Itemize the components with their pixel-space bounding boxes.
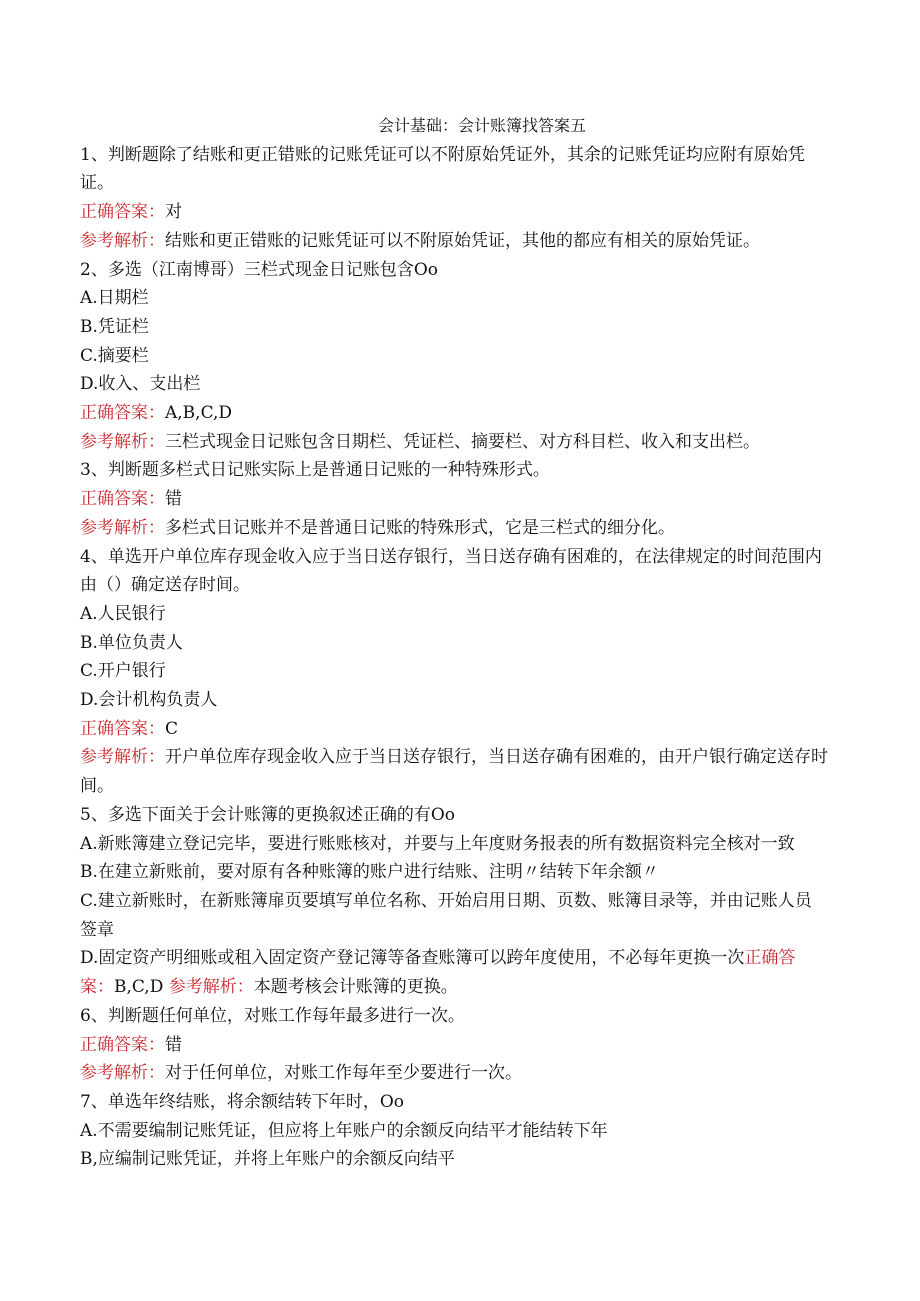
question-5-option-d-with-answer [80,944,828,1001]
answer-label: 正确答案： [80,202,165,223]
question-7-option-a: A.不需要编制记账凭证，但应将上年账户的余额反向结平才能结转下年 [80,1120,608,1141]
answer-label: 正确答案： [80,718,165,739]
question-3-stem: 3、判断题多栏式日记账实际上是普通日记账的一种特殊形式。 [80,460,550,481]
question-7-option-b: B,应编制记账凭证，并将上年账户的余额反向结平 [80,1149,455,1170]
question-4-answer [80,715,840,744]
answer-label: 正确答案： [80,1034,165,1055]
analysis-text: 本题考核会计账簿的更换。 [253,977,458,998]
analysis-text: 结账和更正错账的记账凭证可以不附原始凭证，其他的都应有相关的原始凭证。 [165,230,760,251]
question-7-stem: 7、单选年终结账，将余额结转下年时，Oo [80,1091,404,1112]
question-4-stem: 4、单选开户单位库存现金收入应于当日送存银行，当日送存确有困难的，在法律规定的时间范围内由（）确定送存时间。 [80,546,822,596]
question-2-answer [80,399,840,428]
analysis-text: 开户单位库存现金收入应于当日送存银行，当日送存确有困难的，由开户银行确定送存时间。 [80,747,828,797]
question-2-option-a: A.日期栏 [80,288,149,309]
answer-label: 正确答案： [80,489,165,510]
question-1-answer [80,198,840,227]
question-5-option-a: A.新账簿建立登记完毕，要进行账账核对，并要与上年度财务报表的所有数据资料完全核对一致 [80,833,795,854]
question-2-stem: 2、多选（江南博哥）三栏式现金日记账包含Oo [80,259,438,280]
question-5-option-b: B.在建立新账前，要对原有各种账簿的账户进行结账、注明〃结转下年余额〃 [80,862,659,883]
question-5-option-c: C.建立新账时，在新账簿扉页要填写单位名称、开始启用日期、页数、账簿目录等，并由记账人员签章 [80,890,812,940]
question-5-option-d: D.固定资产明细账或租入固定资产登记簿等备查账簿可以跨年度使用，不必每年更换一次 [80,948,745,969]
analysis-label: 参考解析： [80,431,165,452]
answer-value: 错 [165,489,182,510]
analysis-text: 对于任何单位，对账工作每年至少要进行一次。 [165,1063,522,1084]
question-4-option-b: B.单位负责人 [80,632,183,653]
question-3-answer [80,485,840,514]
question-6-stem: 6、判断题任何单位，对账工作每年最多进行一次。 [80,1005,465,1026]
question-4-analysis [80,743,828,800]
page-title: 会计基础：会计账簿找答案五 [377,116,586,135]
answer-label: 正确答案： [80,403,165,424]
analysis-label: 参考解析： [80,747,165,768]
analysis-text: 多栏式日记账并不是普通日记账的特殊形式，它是三栏式的细分化。 [165,517,675,538]
answer-value: 错 [165,1034,182,1055]
answer-value: A,B,C,D [165,403,233,424]
question-4-option-a: A.人民银行 [80,603,166,624]
answer-value: C [165,718,179,739]
question-6-analysis [80,1059,840,1088]
question-4-option-c: C.开户银行 [80,661,166,682]
question-4-option-d: D.会计机构负责人 [80,690,218,711]
analysis-text: 三栏式现金日记账包含日期栏、凭证栏、摘要栏、对方科目栏、收入和支出栏。 [165,431,760,452]
answer-value: 对 [165,202,182,223]
analysis-label: 参考解析： [80,230,165,251]
answer-label: 正确答案： [80,948,796,998]
question-2-option-d: D.收入、支出栏 [80,374,201,395]
question-5-stem: 5、多选下面关于会计账簿的更换叙述正确的有Oo [80,804,455,825]
document-body [80,112,840,1174]
question-6-answer [80,1031,840,1060]
analysis-label: 参考解析： [80,517,165,538]
question-1-stem: 1、判断题除了结账和更正错账的记账凭证可以不附原始凭证外，其余的记账凭证均应附有原始凭证。 [80,144,805,194]
question-3-analysis [80,514,840,543]
question-2-option-b: B.凭证栏 [80,316,149,337]
question-1-analysis [80,227,840,256]
question-2-option-c: C.摘要栏 [80,345,149,366]
answer-value: B,C,D [114,977,164,998]
analysis-label: 参考解析： [80,1063,165,1084]
analysis-label: 参考解析： [168,977,254,998]
question-2-analysis [80,428,840,457]
